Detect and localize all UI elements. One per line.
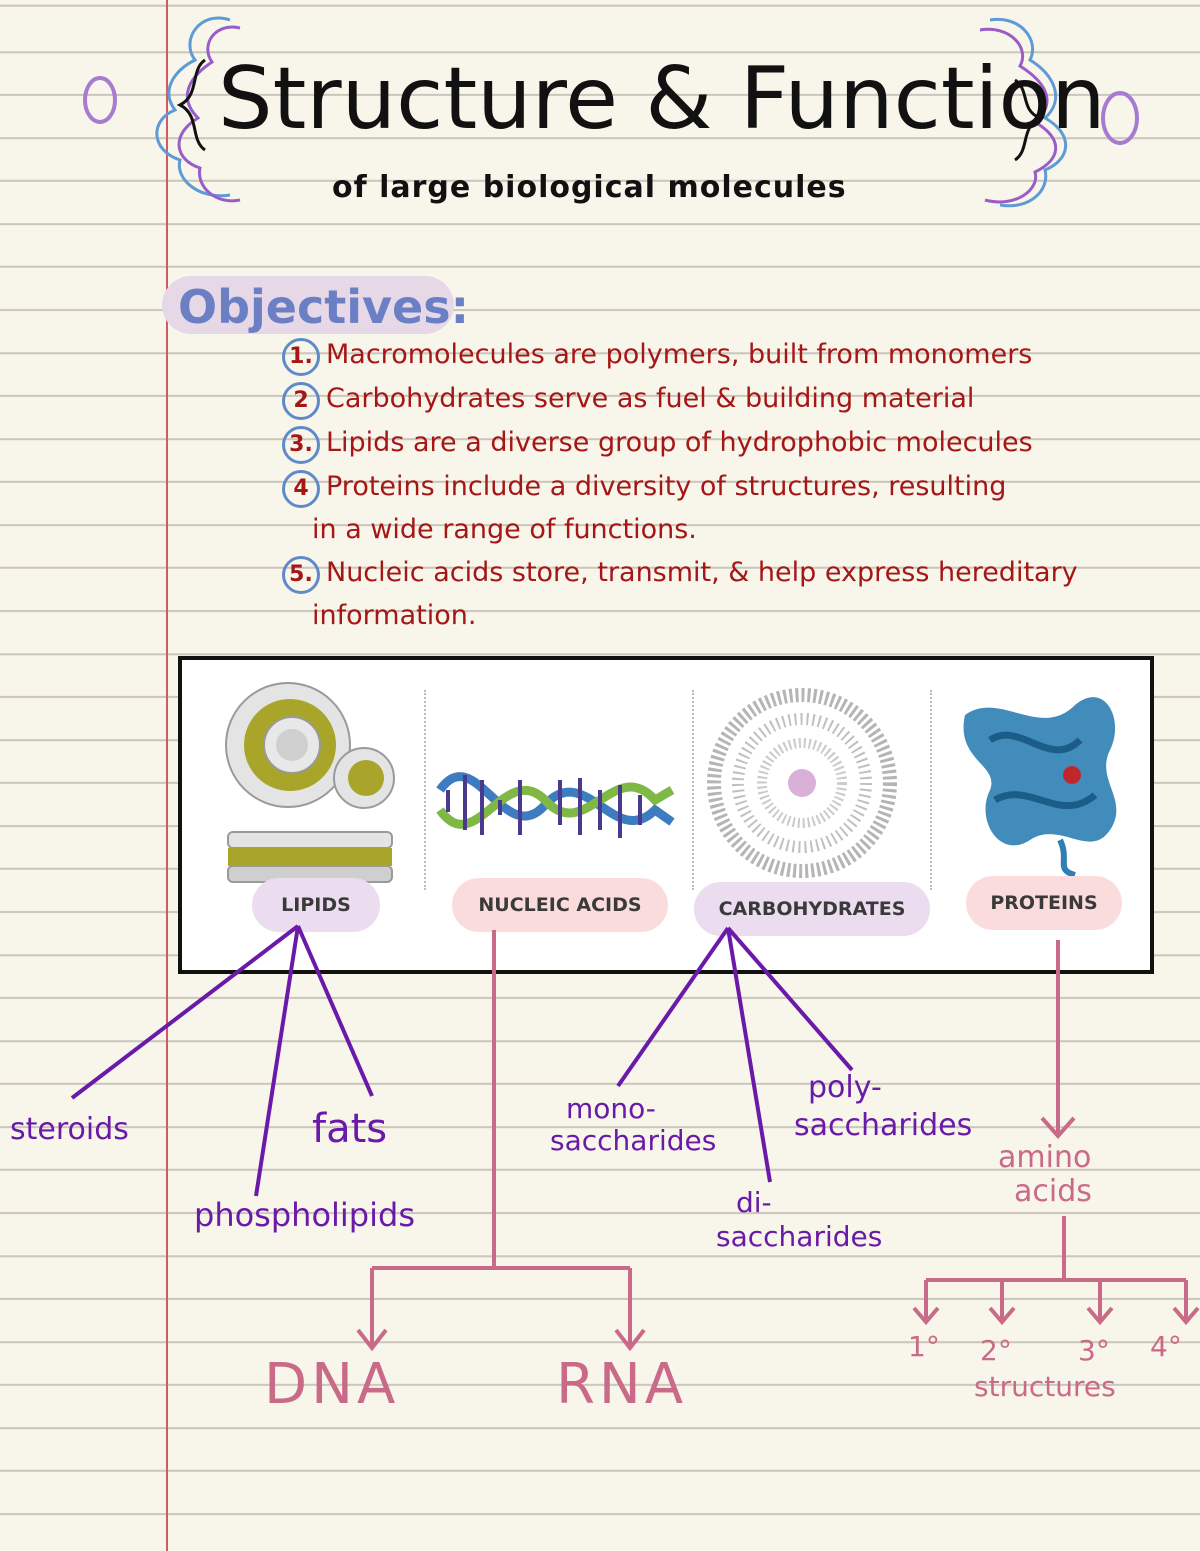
steroids-label: steroids — [10, 1112, 129, 1147]
lipids-label: LIPIDS — [252, 878, 380, 932]
amino-acids-label-line1: amino — [998, 1140, 1092, 1175]
proteins-label: PROTEINS — [966, 876, 1122, 930]
nucleic-acids-label: NUCLEIC ACIDS — [452, 878, 668, 932]
quaternary-structure-label: 4° — [1150, 1330, 1182, 1363]
disaccharides-label-line1: di- — [736, 1186, 772, 1219]
objective-number: 4 — [282, 470, 320, 508]
objective-text: Macromolecules are polymers, built from monomers — [326, 339, 1033, 370]
objective-number: 3. — [282, 426, 320, 464]
disaccharides-label-line2: saccharides — [716, 1220, 883, 1253]
polysaccharides-label-line2: saccharides — [794, 1108, 973, 1143]
rna-label: RNA — [556, 1352, 688, 1417]
page-subtitle: of large biological molecules — [332, 170, 847, 205]
objective-number: 2 — [282, 382, 320, 420]
lipids-branches — [72, 926, 372, 1196]
primary-structure-label: 1° — [908, 1330, 940, 1363]
tertiary-structure-label: 3° — [1078, 1334, 1110, 1367]
objectives-heading: Objectives: — [178, 280, 469, 334]
polysaccharides-label-line1: poly- — [808, 1070, 882, 1105]
fats-label: fats — [312, 1106, 388, 1152]
page-title: Structure & Function — [218, 49, 1106, 149]
carbohydrates-label: CARBOHYDRATES — [694, 882, 930, 936]
objective-text: Nucleic acids store, transmit, & help express hereditary — [326, 557, 1078, 588]
objective-continuation: information. — [312, 600, 477, 631]
objective-text: Proteins include a diversity of structures, resulting — [326, 471, 1007, 502]
objective-text: Lipids are a diverse group of hydrophobic molecules — [326, 427, 1033, 458]
objective-continuation: in a wide range of functions. — [312, 514, 697, 545]
objective-number: 5. — [282, 556, 320, 594]
monosaccharides-label-line1: mono- — [566, 1092, 656, 1125]
phospholipids-label: phospholipids — [194, 1196, 415, 1234]
secondary-structure-label: 2° — [980, 1334, 1012, 1367]
monosaccharides-label-line2: saccharides — [550, 1124, 717, 1157]
objective-text: Carbohydrates serve as fuel & building material — [326, 383, 975, 414]
dna-label: DNA — [264, 1352, 400, 1417]
objective-number: 1. — [282, 338, 320, 376]
structures-label: structures — [974, 1370, 1116, 1403]
amino-acids-label-line2: acids — [1014, 1174, 1092, 1209]
